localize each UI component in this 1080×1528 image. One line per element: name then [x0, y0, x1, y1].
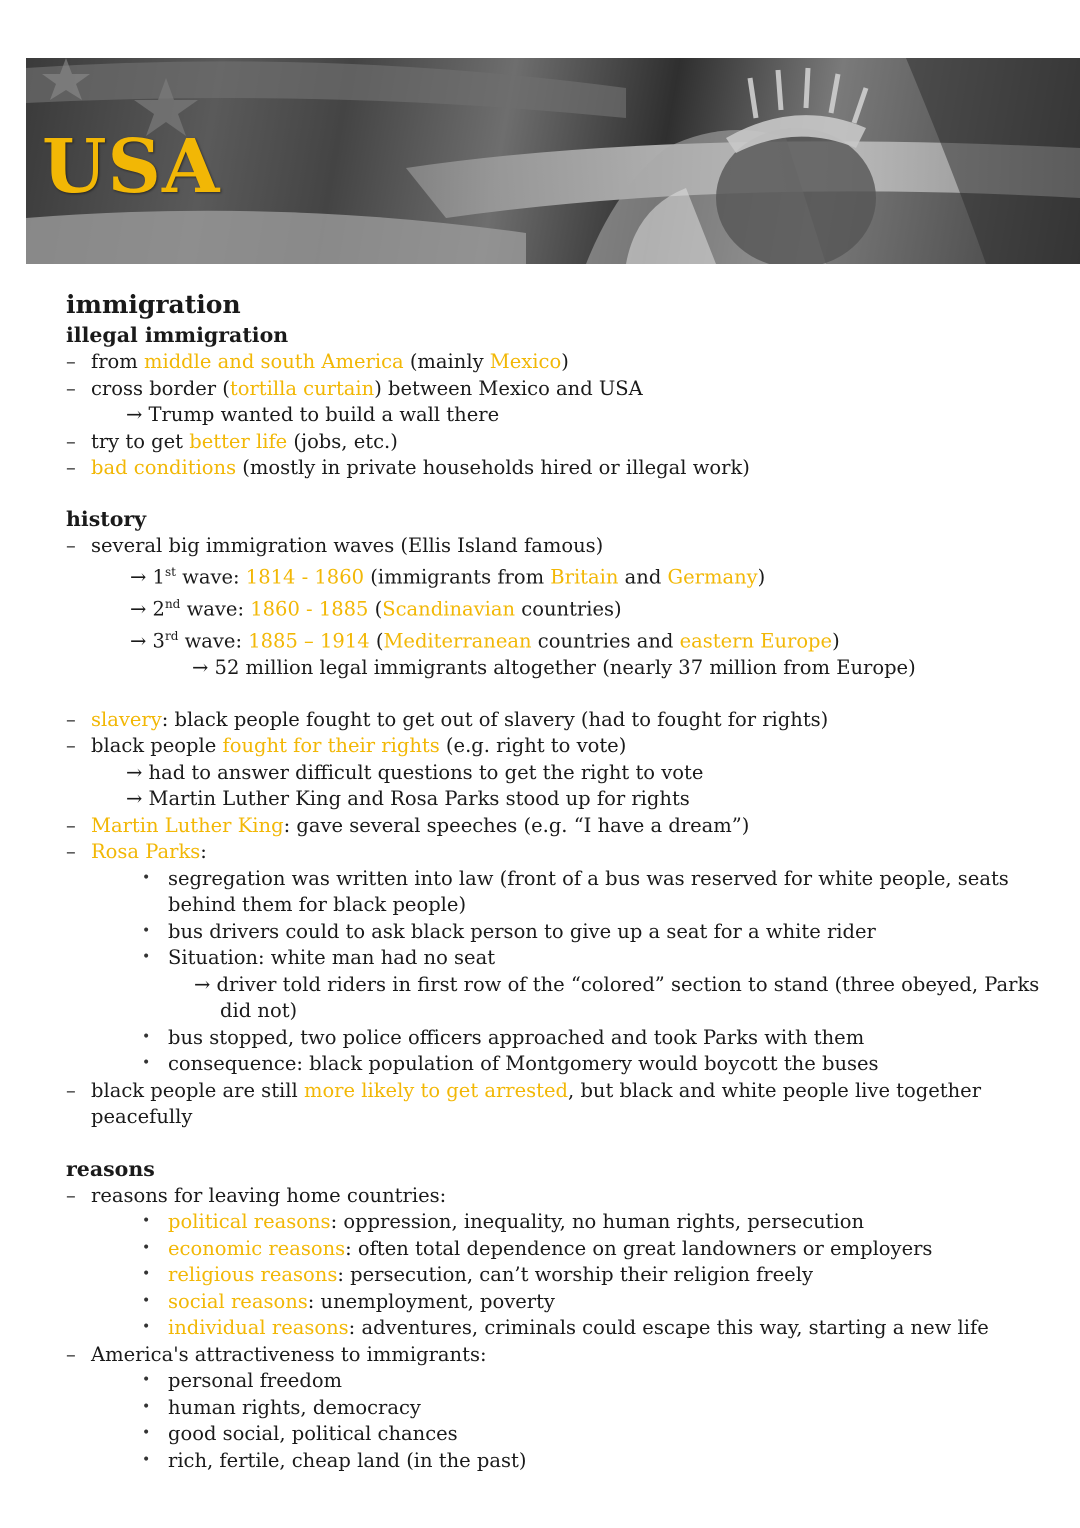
list-item: – try to get better life (jobs, etc.)	[66, 429, 1026, 456]
section-heading-reasons: reasons	[66, 1156, 155, 1181]
list-item: – black people are still more likely to get arrested, but black and white people live together	[66, 1078, 1026, 1105]
bullet-item: • Situation: white man had no seat	[66, 945, 1026, 972]
arrow-continuation: did not)	[220, 999, 298, 1022]
bullet-item: • religious reasons: persecution, can’t worship their religion freely	[66, 1262, 1026, 1289]
arrow-item: → Trump wanted to build a wall there	[126, 403, 500, 426]
page-title: USA	[42, 124, 221, 210]
bullet-item: • good social, political chances	[66, 1421, 1026, 1448]
arrow-item: → driver told riders in first row of the “colored” section to stand (three obeyed, Parks	[194, 972, 1040, 996]
list-item: – several big immigration waves (Ellis Island famous)	[66, 533, 1026, 560]
bullet-item: • consequence: black population of Montgomery would boycott the buses	[66, 1051, 1026, 1078]
wave-item: → 2nd wave: 1860 - 1885 (Scandinavian countries)	[130, 597, 622, 621]
bullet-item: • individual reasons: adventures, criminals could escape this way, starting a new life	[66, 1315, 1026, 1342]
bullet-item: • bus stopped, two police officers approached and took Parks with them	[66, 1025, 1026, 1052]
bullet-item: • rich, fertile, cheap land (in the past)	[66, 1448, 1026, 1475]
arrow-item: → 52 million legal immigrants altogether (nearly 37 million from Europe)	[192, 656, 916, 679]
section-heading-immigration: immigration	[66, 290, 241, 319]
list-item: – reasons for leaving home countries:	[66, 1183, 1026, 1210]
list-continuation: peacefully	[91, 1105, 193, 1128]
list-item: – from middle and south America (mainly Mexico)	[66, 349, 1026, 376]
list-item: – black people fought for their rights (e.g. right to vote)	[66, 733, 1026, 760]
bullet-item: • segregation was written into law (front of a bus was reserved for white people, seats	[66, 866, 1026, 893]
section-heading-history: history	[66, 506, 147, 531]
list-item: – bad conditions (mostly in private households hired or illegal work)	[66, 455, 1026, 482]
wave-item: → 1st wave: 1814 - 1860 (immigrants from Britain and Germany)	[130, 565, 766, 589]
bullet-item: • bus drivers could to ask black person to give up a seat for a white rider	[66, 919, 1026, 946]
list-item: – America's attractiveness to immigrants:	[66, 1342, 1026, 1369]
subheading-illegal-immigration: illegal immigration	[66, 323, 289, 347]
arrow-item: → had to answer difficult questions to get the right to vote	[126, 760, 704, 784]
list-item: – slavery: black people fought to get out of slavery (had to fought for rights)	[66, 707, 1026, 734]
list-item: – Rosa Parks:	[66, 839, 1026, 866]
list-item: – cross border (tortilla curtain) between Mexico and USA	[66, 376, 1026, 403]
bullet-item: • social reasons: unemployment, poverty	[66, 1289, 1026, 1316]
bullet-item: • economic reasons: often total dependence on great landowners or employers	[66, 1236, 1026, 1263]
bullet-item: • political reasons: oppression, inequality, no human rights, persecution	[66, 1209, 1026, 1236]
arrow-item: → Martin Luther King and Rosa Parks stood up for rights	[126, 787, 690, 810]
wave-item: → 3rd wave: 1885 – 1914 (Mediterranean countries and eastern Europe)	[130, 629, 840, 653]
list-item: – Martin Luther King: gave several speeches (e.g. “I have a dream”)	[66, 813, 1026, 840]
header-banner	[26, 58, 1080, 264]
bullet-item: • personal freedom	[66, 1368, 1026, 1395]
bullet-item: • human rights, democracy	[66, 1395, 1026, 1422]
bullet-continuation: behind them for black people)	[168, 893, 467, 916]
notes-content	[66, 288, 1040, 1474]
